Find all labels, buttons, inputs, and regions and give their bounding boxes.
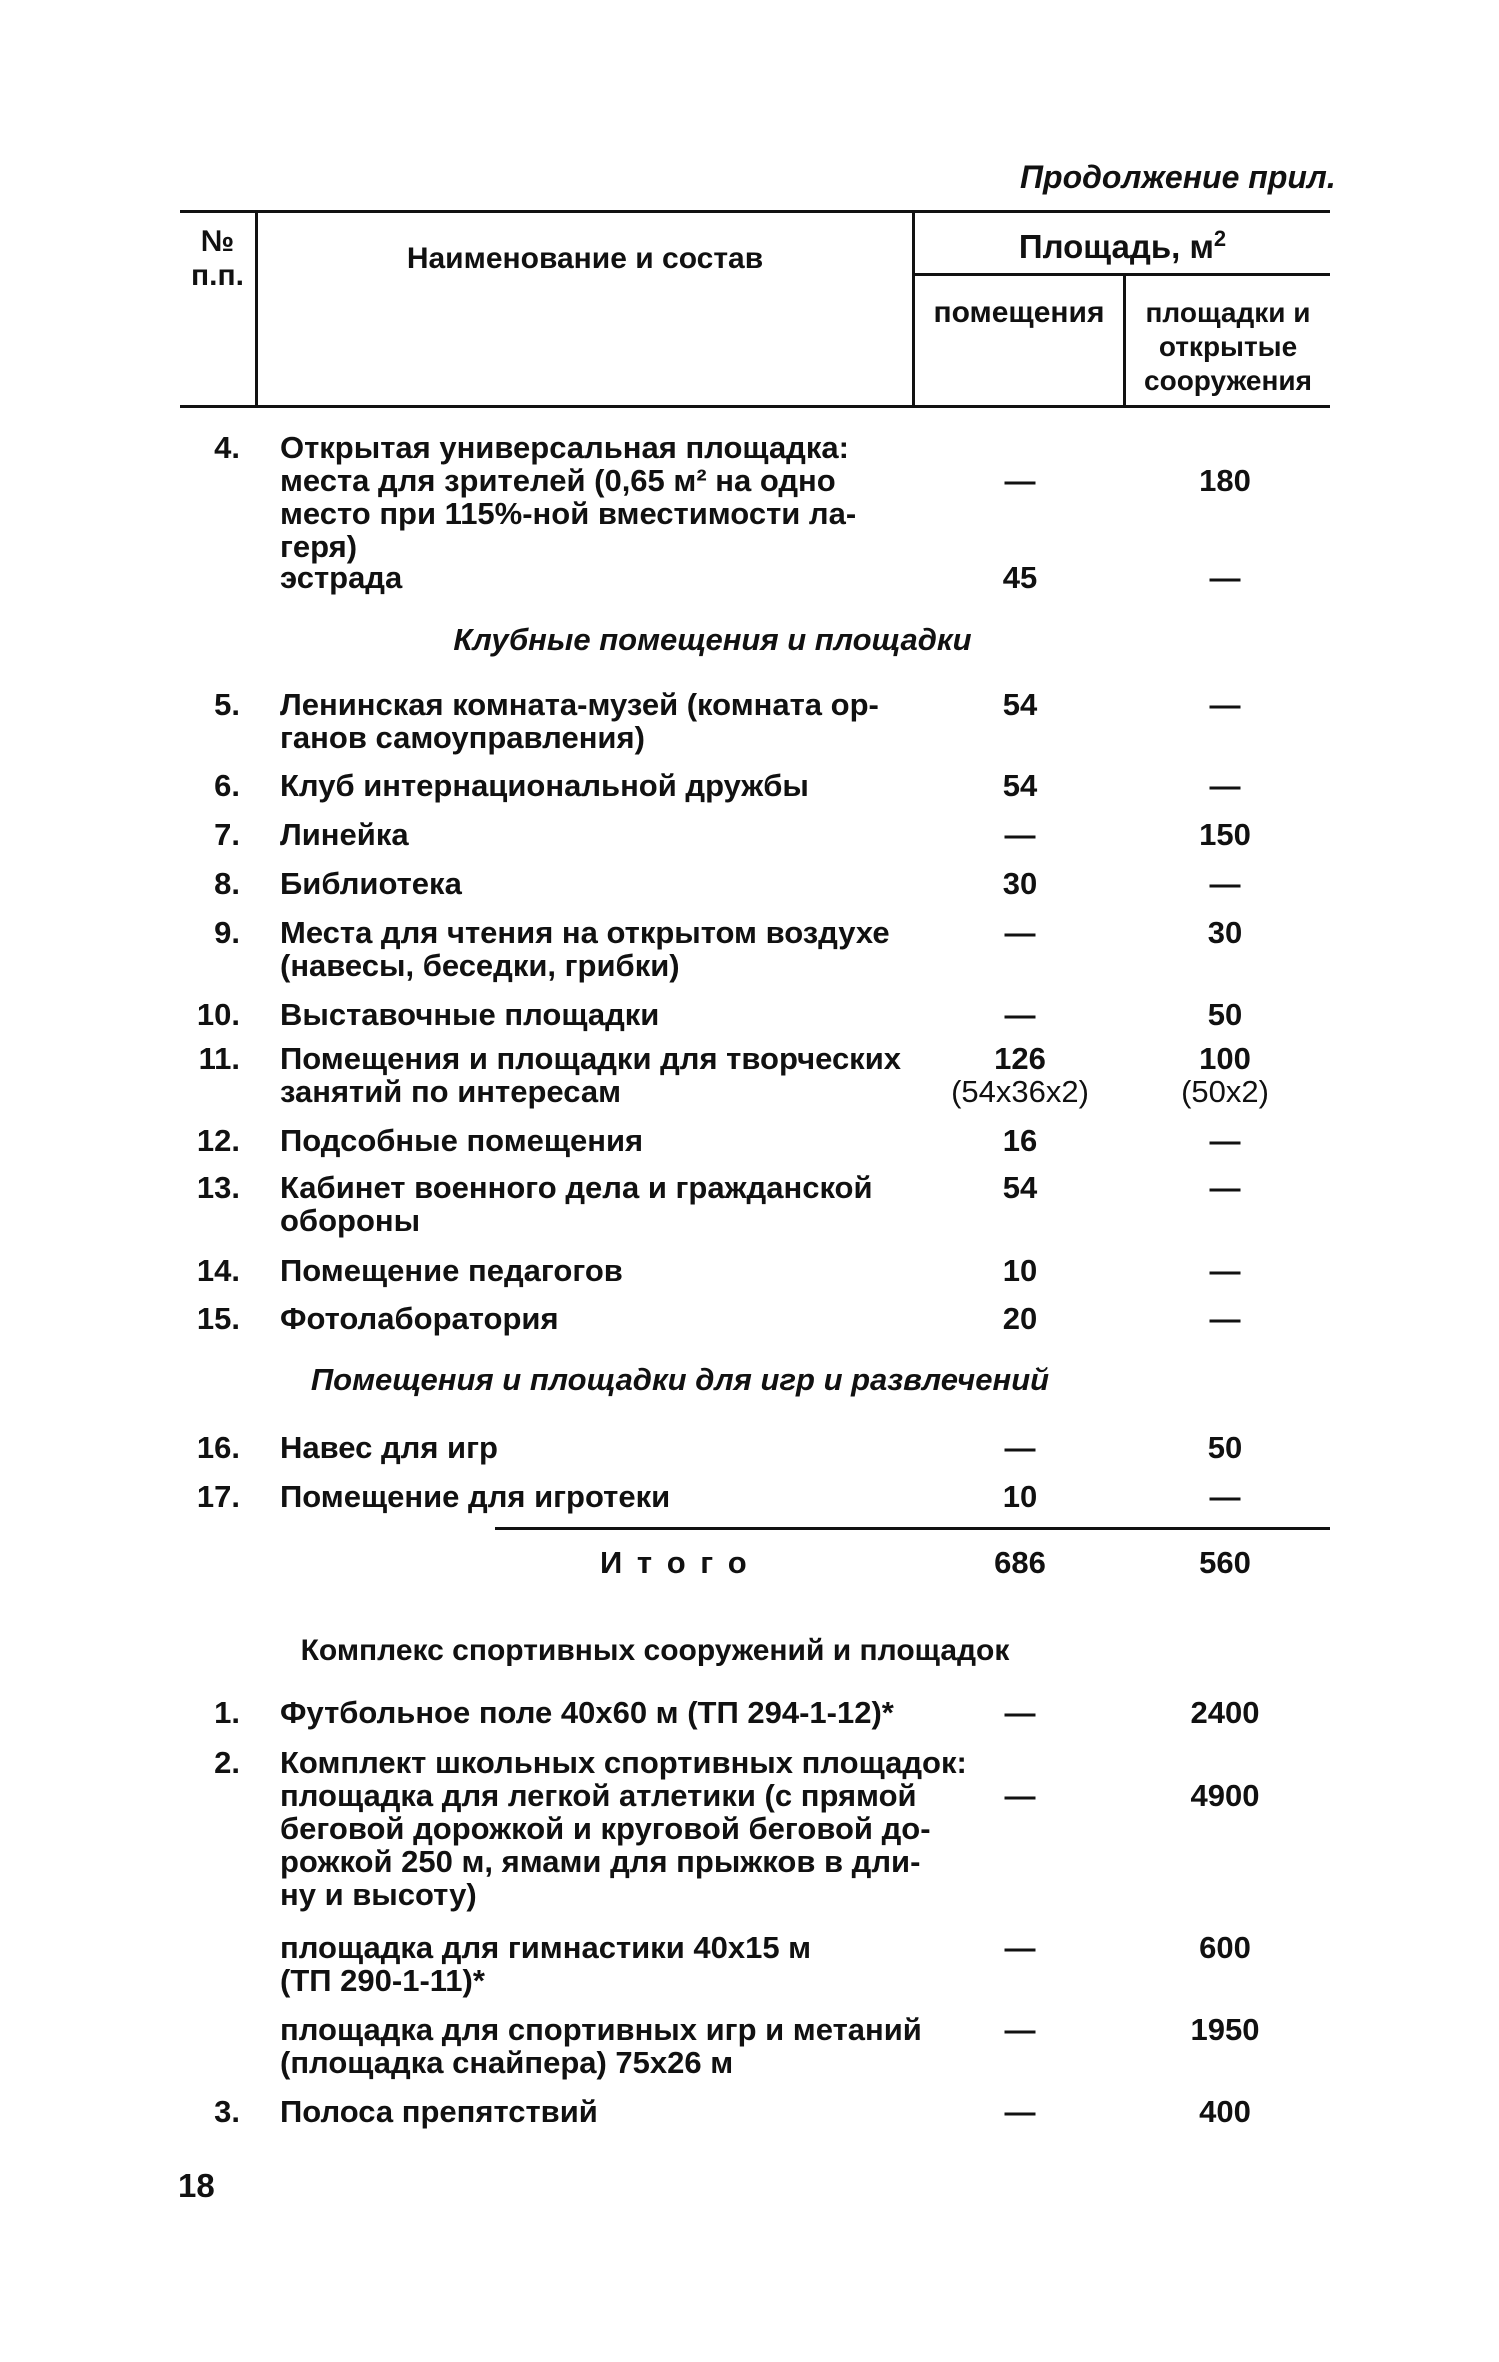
- header-divider-1: [255, 210, 258, 408]
- rooms-value: 54: [1002, 1170, 1038, 1205]
- open-value: —: [1209, 866, 1241, 901]
- row-name-line: Ленинская комната-музей (комната ор-: [280, 687, 879, 722]
- row-name-line: места для зрителей (0,65 м² на одно: [280, 463, 836, 498]
- rooms-value: —: [1004, 817, 1036, 852]
- open-value: 50: [1207, 997, 1243, 1032]
- row-name-line: Клуб интернациональной дружбы: [280, 768, 809, 803]
- col-num-header: № п.п.: [191, 225, 244, 292]
- row-number: 17.: [196, 1479, 240, 1514]
- row-name-line: беговой дорожкой и круговой беговой до-: [280, 1811, 931, 1846]
- open-value: 180: [1199, 463, 1251, 498]
- open-value: —: [1209, 1123, 1241, 1158]
- row-name-line: место при 115%-ной вместимости ла-: [280, 496, 857, 531]
- row-number: 1.: [214, 1695, 240, 1730]
- rooms-value: —: [1004, 1695, 1036, 1730]
- row-name-line: Навес для игр: [280, 1430, 498, 1465]
- section-sport-heading: Комплекс спортивных сооружений и площадок: [300, 1634, 1010, 1667]
- total-label: И т о г о: [600, 1545, 750, 1580]
- row-name-line: эстрада: [280, 560, 403, 595]
- rooms-value: —: [1004, 463, 1036, 498]
- row-name-line: Комплект школьных спортивных площадок:: [280, 1745, 967, 1780]
- row-number: 11.: [198, 1041, 240, 1076]
- row-name-line: Полоса препятствий: [280, 2094, 598, 2129]
- rooms-value: 10: [1002, 1479, 1038, 1514]
- open-value: 150: [1199, 817, 1251, 852]
- rooms-value: —: [1004, 1930, 1036, 1965]
- rooms-value: 16: [1002, 1123, 1038, 1158]
- table-top-rule: [180, 210, 1330, 213]
- row-name-line: Фотолаборатория: [280, 1301, 559, 1336]
- row-name-line: (ТП 290-1-11)*: [280, 1963, 485, 1998]
- open-value: —: [1209, 1479, 1241, 1514]
- section-games-heading: Помещения и площадки для игр и развлечений: [310, 1362, 1050, 1397]
- rooms-value-detail: (54x36x2): [951, 1074, 1089, 1109]
- open-value: 50: [1207, 1430, 1243, 1465]
- open-value: 30: [1207, 915, 1243, 950]
- open-value: 2400: [1190, 1695, 1260, 1730]
- row-name-line: площадка для легкой атлетики (с прямой: [280, 1778, 917, 1813]
- row-number: 4.: [214, 430, 240, 465]
- open-value: —: [1209, 1301, 1241, 1336]
- row-number: 10.: [196, 997, 240, 1032]
- row-name-line: Линейка: [280, 817, 409, 852]
- row-name-line: Кабинет военного дела и гражданской: [280, 1170, 873, 1205]
- row-number: 3.: [214, 2094, 240, 2129]
- col-rooms-header: помещения: [933, 296, 1105, 329]
- open-value: —: [1209, 1253, 1241, 1288]
- header-bottom-rule: [180, 405, 1330, 408]
- rooms-value: —: [1004, 2094, 1036, 2129]
- rooms-value: 54: [1002, 768, 1038, 803]
- row-name-line: Помещения и площадки для творческих: [280, 1041, 901, 1076]
- row-name-line: (навесы, беседки, грибки): [280, 948, 680, 983]
- row-number: 15.: [196, 1301, 240, 1336]
- total-rooms: 686: [994, 1545, 1046, 1580]
- open-value: —: [1209, 768, 1241, 803]
- row-name-line: (площадка снайпера) 75x26 м: [280, 2045, 734, 2080]
- row-number: 5.: [214, 687, 240, 722]
- row-number: 9.: [214, 915, 240, 950]
- row-number: 16.: [196, 1430, 240, 1465]
- row-name-line: Помещение педагогов: [280, 1253, 623, 1288]
- open-value: 4900: [1190, 1778, 1260, 1813]
- col-area-header: Площадь, $м^2$: [1018, 226, 1227, 265]
- row-name-line: Футбольное поле 40x60 м (ТП 294-1-12)*: [280, 1695, 894, 1730]
- row-number: 6.: [214, 768, 240, 803]
- rooms-value: 30: [1002, 866, 1038, 901]
- rooms-value: —: [1004, 915, 1036, 950]
- col-open-header: площадки и открытые сооружения: [1144, 297, 1312, 396]
- rooms-value: 54: [1002, 687, 1038, 722]
- row-name-line: геря): [280, 529, 358, 564]
- open-value: —: [1209, 560, 1241, 595]
- section-club-heading: Клубные помещения и площадки: [453, 622, 972, 657]
- open-value: 600: [1199, 1930, 1251, 1965]
- row-name-line: рожкой 250 м, ямами для прыжков в дли-: [280, 1844, 921, 1879]
- row-name-line: Места для чтения на открытом воздухе: [280, 915, 890, 950]
- total-rule: [495, 1527, 1330, 1530]
- rooms-value: 10: [1002, 1253, 1038, 1288]
- row-number: 8.: [214, 866, 240, 901]
- rooms-value: 126: [994, 1041, 1046, 1076]
- open-value: 400: [1199, 2094, 1251, 2129]
- row-name-line: площадка для спортивных игр и метаний: [280, 2012, 922, 2047]
- row-name-line: ну и высоту): [280, 1877, 477, 1912]
- open-value: —: [1209, 687, 1241, 722]
- rooms-value: —: [1004, 997, 1036, 1032]
- page-number: 18: [178, 2167, 215, 2204]
- rooms-value: —: [1004, 1430, 1036, 1465]
- open-value: 100: [1199, 1041, 1251, 1076]
- row-name-line: Выставочные площадки: [280, 997, 660, 1032]
- row-number: 7.: [214, 817, 240, 852]
- rooms-value: —: [1004, 2012, 1036, 2047]
- col-name-header: Наименование и состав: [406, 242, 764, 275]
- row-name-line: Библиотека: [280, 866, 462, 901]
- rooms-value: 20: [1002, 1301, 1038, 1336]
- row-number: 2.: [214, 1745, 240, 1780]
- row-number: 12.: [196, 1123, 240, 1158]
- row-name-line: Помещение для игротеки: [280, 1479, 671, 1514]
- row-name-line: ганов самоуправления): [280, 720, 645, 755]
- rooms-value: 45: [1002, 560, 1038, 595]
- row-name-line: Подсобные помещения: [280, 1123, 644, 1158]
- open-value: 1950: [1190, 2012, 1260, 2047]
- row-number: 14.: [196, 1253, 240, 1288]
- row-name-line: занятий по интересам: [280, 1074, 621, 1109]
- row-name-line: обороны: [280, 1203, 421, 1238]
- row-name-line: площадка для гимнастики 40x15 м: [280, 1930, 812, 1965]
- total-open: 560: [1199, 1545, 1251, 1580]
- open-value-detail: (50x2): [1181, 1074, 1269, 1109]
- row-number: 13.: [196, 1170, 240, 1205]
- open-value: —: [1209, 1170, 1241, 1205]
- row-name-line: Открытая универсальная площадка:: [280, 430, 849, 465]
- continuation-label: Продолжение прил.: [1020, 159, 1336, 195]
- rooms-value: —: [1004, 1778, 1036, 1813]
